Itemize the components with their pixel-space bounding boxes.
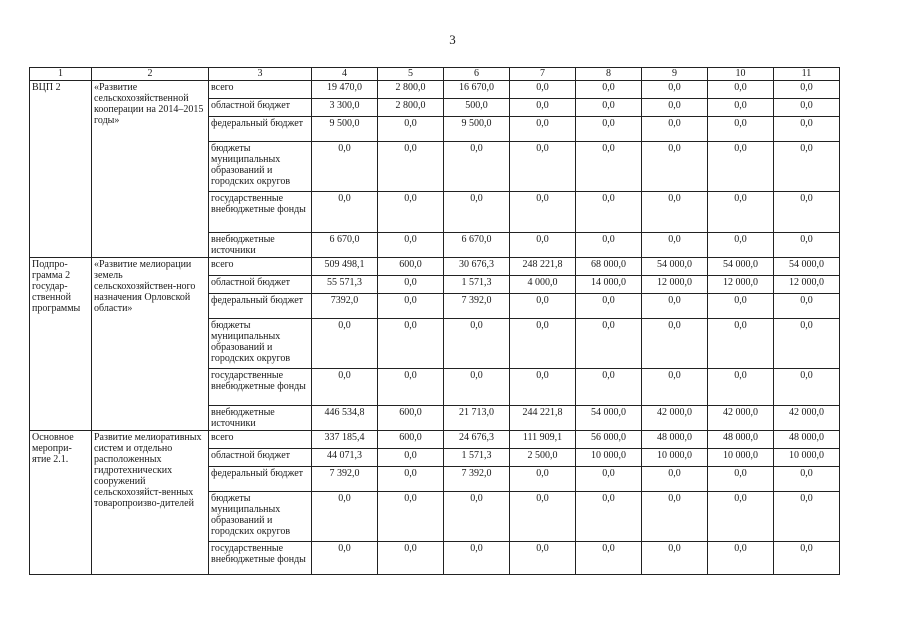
amount-cell: 0,0 — [576, 369, 642, 406]
section-code: Основное меропри-ятие 2.1. — [30, 431, 92, 575]
amount-cell: 0,0 — [774, 192, 840, 233]
funding-source: бюджеты муниципальных образований и городских округов — [209, 319, 312, 369]
col-header: 10 — [708, 68, 774, 81]
amount-cell: 0,0 — [312, 492, 378, 542]
amount-cell: 0,0 — [576, 542, 642, 575]
amount-cell: 0,0 — [708, 542, 774, 575]
amount-cell: 54 000,0 — [576, 406, 642, 431]
amount-cell: 0,0 — [774, 99, 840, 117]
page-number: 3 — [449, 32, 456, 47]
amount-cell: 0,0 — [510, 467, 576, 492]
amount-cell: 0,0 — [510, 81, 576, 99]
amount-cell: 0,0 — [642, 369, 708, 406]
amount-cell: 0,0 — [444, 369, 510, 406]
amount-cell: 0,0 — [708, 142, 774, 192]
col-header: 3 — [209, 68, 312, 81]
amount-cell: 0,0 — [774, 369, 840, 406]
amount-cell: 0,0 — [642, 99, 708, 117]
amount-cell: 0,0 — [774, 319, 840, 369]
amount-cell: 9 500,0 — [312, 117, 378, 142]
amount-cell: 30 676,3 — [444, 258, 510, 276]
amount-cell: 0,0 — [510, 233, 576, 258]
amount-cell: 0,0 — [510, 319, 576, 369]
amount-cell: 0,0 — [576, 99, 642, 117]
col-header: 4 — [312, 68, 378, 81]
funding-source: всего — [209, 258, 312, 276]
amount-cell: 0,0 — [642, 319, 708, 369]
amount-cell: 0,0 — [510, 542, 576, 575]
amount-cell: 0,0 — [378, 369, 444, 406]
amount-cell: 55 571,3 — [312, 276, 378, 294]
funding-source: областной бюджет — [209, 99, 312, 117]
funding-source: федеральный бюджет — [209, 467, 312, 492]
funding-source: федеральный бюджет — [209, 117, 312, 142]
amount-cell: 0,0 — [312, 369, 378, 406]
amount-cell: 0,0 — [642, 467, 708, 492]
amount-cell: 0,0 — [774, 142, 840, 192]
amount-cell: 0,0 — [510, 117, 576, 142]
amount-cell: 0,0 — [576, 294, 642, 319]
amount-cell: 509 498,1 — [312, 258, 378, 276]
amount-cell: 0,0 — [642, 142, 708, 192]
amount-cell: 0,0 — [576, 467, 642, 492]
amount-cell: 600,0 — [378, 258, 444, 276]
amount-cell: 0,0 — [576, 319, 642, 369]
amount-cell: 0,0 — [444, 142, 510, 192]
amount-cell: 0,0 — [510, 369, 576, 406]
amount-cell: 0,0 — [708, 492, 774, 542]
amount-cell: 0,0 — [444, 319, 510, 369]
amount-cell: 6 670,0 — [444, 233, 510, 258]
amount-cell: 10 000,0 — [774, 449, 840, 467]
amount-cell: 56 000,0 — [576, 431, 642, 449]
amount-cell: 0,0 — [774, 492, 840, 542]
amount-cell: 0,0 — [378, 492, 444, 542]
funding-source: бюджеты муниципальных образований и городских округов — [209, 492, 312, 542]
amount-cell: 1 571,3 — [444, 449, 510, 467]
amount-cell: 0,0 — [642, 192, 708, 233]
amount-cell: 0,0 — [312, 542, 378, 575]
amount-cell: 600,0 — [378, 406, 444, 431]
amount-cell: 0,0 — [510, 294, 576, 319]
amount-cell: 19 470,0 — [312, 81, 378, 99]
amount-cell: 10 000,0 — [642, 449, 708, 467]
funding-source: всего — [209, 81, 312, 99]
amount-cell: 0,0 — [576, 142, 642, 192]
amount-cell: 500,0 — [444, 99, 510, 117]
amount-cell: 446 534,8 — [312, 406, 378, 431]
amount-cell: 0,0 — [708, 319, 774, 369]
funding-source: областной бюджет — [209, 449, 312, 467]
amount-cell: 7 392,0 — [444, 467, 510, 492]
col-header: 7 — [510, 68, 576, 81]
amount-cell: 600,0 — [378, 431, 444, 449]
amount-cell: 42 000,0 — [642, 406, 708, 431]
amount-cell: 2 800,0 — [378, 81, 444, 99]
col-header: 5 — [378, 68, 444, 81]
section-name: «Развитие сельскохозяйственной кооперации на 2014–2015 годы» — [92, 81, 209, 258]
amount-cell: 0,0 — [708, 81, 774, 99]
amount-cell: 0,0 — [708, 467, 774, 492]
section-name: Развитие мелиоративных систем и отдельно расположенных гидротехнических сооружений сельскохозяйст-венных товаропроизво-дителей — [92, 431, 209, 575]
amount-cell: 48 000,0 — [774, 431, 840, 449]
amount-cell: 0,0 — [774, 81, 840, 99]
amount-cell: 0,0 — [378, 276, 444, 294]
col-header: 8 — [576, 68, 642, 81]
amount-cell: 0,0 — [576, 192, 642, 233]
amount-cell: 12 000,0 — [708, 276, 774, 294]
funding-source: государственные внебюджетные фонды — [209, 542, 312, 575]
section-code: ВЦП 2 — [30, 81, 92, 258]
amount-cell: 12 000,0 — [642, 276, 708, 294]
amount-cell: 0,0 — [444, 492, 510, 542]
amount-cell: 0,0 — [774, 467, 840, 492]
amount-cell: 54 000,0 — [642, 258, 708, 276]
amount-cell: 337 185,4 — [312, 431, 378, 449]
section-name: «Развитие мелиорации земель сельскохозяйствен-ного назначения Орловской области» — [92, 258, 209, 431]
amount-cell: 0,0 — [774, 233, 840, 258]
amount-cell: 0,0 — [642, 294, 708, 319]
amount-cell: 0,0 — [510, 142, 576, 192]
amount-cell: 0,0 — [378, 319, 444, 369]
amount-cell: 0,0 — [312, 142, 378, 192]
amount-cell: 0,0 — [774, 542, 840, 575]
amount-cell: 14 000,0 — [576, 276, 642, 294]
funding-source: областной бюджет — [209, 276, 312, 294]
amount-cell: 0,0 — [708, 233, 774, 258]
amount-cell: 1 571,3 — [444, 276, 510, 294]
amount-cell: 0,0 — [378, 542, 444, 575]
amount-cell: 0,0 — [510, 99, 576, 117]
amount-cell: 0,0 — [378, 233, 444, 258]
table-row — [30, 81, 840, 99]
amount-cell: 0,0 — [708, 192, 774, 233]
funding-source: государственные внебюджетные фонды — [209, 192, 312, 233]
col-header: 2 — [92, 68, 209, 81]
amount-cell: 9 500,0 — [444, 117, 510, 142]
amount-cell: 3 300,0 — [312, 99, 378, 117]
amount-cell: 0,0 — [312, 319, 378, 369]
amount-cell: 4 000,0 — [510, 276, 576, 294]
funding-source: всего — [209, 431, 312, 449]
amount-cell: 24 676,3 — [444, 431, 510, 449]
amount-cell: 0,0 — [774, 117, 840, 142]
amount-cell: 0,0 — [510, 492, 576, 542]
amount-cell: 48 000,0 — [708, 431, 774, 449]
amount-cell: 12 000,0 — [774, 276, 840, 294]
amount-cell: 0,0 — [642, 542, 708, 575]
amount-cell: 7 392,0 — [312, 467, 378, 492]
amount-cell: 0,0 — [576, 233, 642, 258]
amount-cell: 54 000,0 — [708, 258, 774, 276]
amount-cell: 248 221,8 — [510, 258, 576, 276]
amount-cell: 7 392,0 — [444, 294, 510, 319]
amount-cell: 10 000,0 — [576, 449, 642, 467]
amount-cell: 244 221,8 — [510, 406, 576, 431]
amount-cell: 0,0 — [510, 192, 576, 233]
amount-cell: 2 500,0 — [510, 449, 576, 467]
funding-source: внебюджетные источники — [209, 406, 312, 431]
amount-cell: 0,0 — [378, 142, 444, 192]
amount-cell: 0,0 — [642, 492, 708, 542]
amount-cell: 0,0 — [378, 294, 444, 319]
col-header: 11 — [774, 68, 840, 81]
funding-source: бюджеты муниципальных образований и городских округов — [209, 142, 312, 192]
amount-cell: 0,0 — [444, 542, 510, 575]
amount-cell: 2 800,0 — [378, 99, 444, 117]
amount-cell: 0,0 — [708, 117, 774, 142]
amount-cell: 0,0 — [708, 369, 774, 406]
amount-cell: 0,0 — [576, 81, 642, 99]
amount-cell: 0,0 — [378, 467, 444, 492]
amount-cell: 42 000,0 — [708, 406, 774, 431]
amount-cell: 0,0 — [642, 81, 708, 99]
amount-cell: 0,0 — [708, 294, 774, 319]
funding-source: государственные внебюджетные фонды — [209, 369, 312, 406]
section-code: Подпро-грамма 2 государ-ственной программы — [30, 258, 92, 431]
table-body — [30, 81, 840, 575]
amount-cell: 42 000,0 — [774, 406, 840, 431]
table-row — [30, 431, 840, 449]
amount-cell: 0,0 — [642, 233, 708, 258]
amount-cell: 68 000,0 — [576, 258, 642, 276]
amount-cell: 0,0 — [576, 492, 642, 542]
table-row — [30, 258, 840, 276]
amount-cell: 7392,0 — [312, 294, 378, 319]
funding-source: внебюджетные источники — [209, 233, 312, 258]
col-header: 6 — [444, 68, 510, 81]
amount-cell: 0,0 — [576, 117, 642, 142]
header-row — [30, 68, 840, 81]
col-header: 9 — [642, 68, 708, 81]
amount-cell: 6 670,0 — [312, 233, 378, 258]
amount-cell: 54 000,0 — [774, 258, 840, 276]
amount-cell: 0,0 — [312, 192, 378, 233]
amount-cell: 0,0 — [708, 99, 774, 117]
amount-cell: 16 670,0 — [444, 81, 510, 99]
amount-cell: 0,0 — [378, 192, 444, 233]
amount-cell: 111 909,1 — [510, 431, 576, 449]
amount-cell: 0,0 — [378, 117, 444, 142]
budget-table — [29, 67, 840, 575]
amount-cell: 0,0 — [444, 192, 510, 233]
amount-cell: 0,0 — [774, 294, 840, 319]
amount-cell: 48 000,0 — [642, 431, 708, 449]
amount-cell: 0,0 — [642, 117, 708, 142]
amount-cell: 21 713,0 — [444, 406, 510, 431]
amount-cell: 44 071,3 — [312, 449, 378, 467]
amount-cell: 10 000,0 — [708, 449, 774, 467]
funding-source: федеральный бюджет — [209, 294, 312, 319]
col-header: 1 — [30, 68, 92, 81]
amount-cell: 0,0 — [378, 449, 444, 467]
